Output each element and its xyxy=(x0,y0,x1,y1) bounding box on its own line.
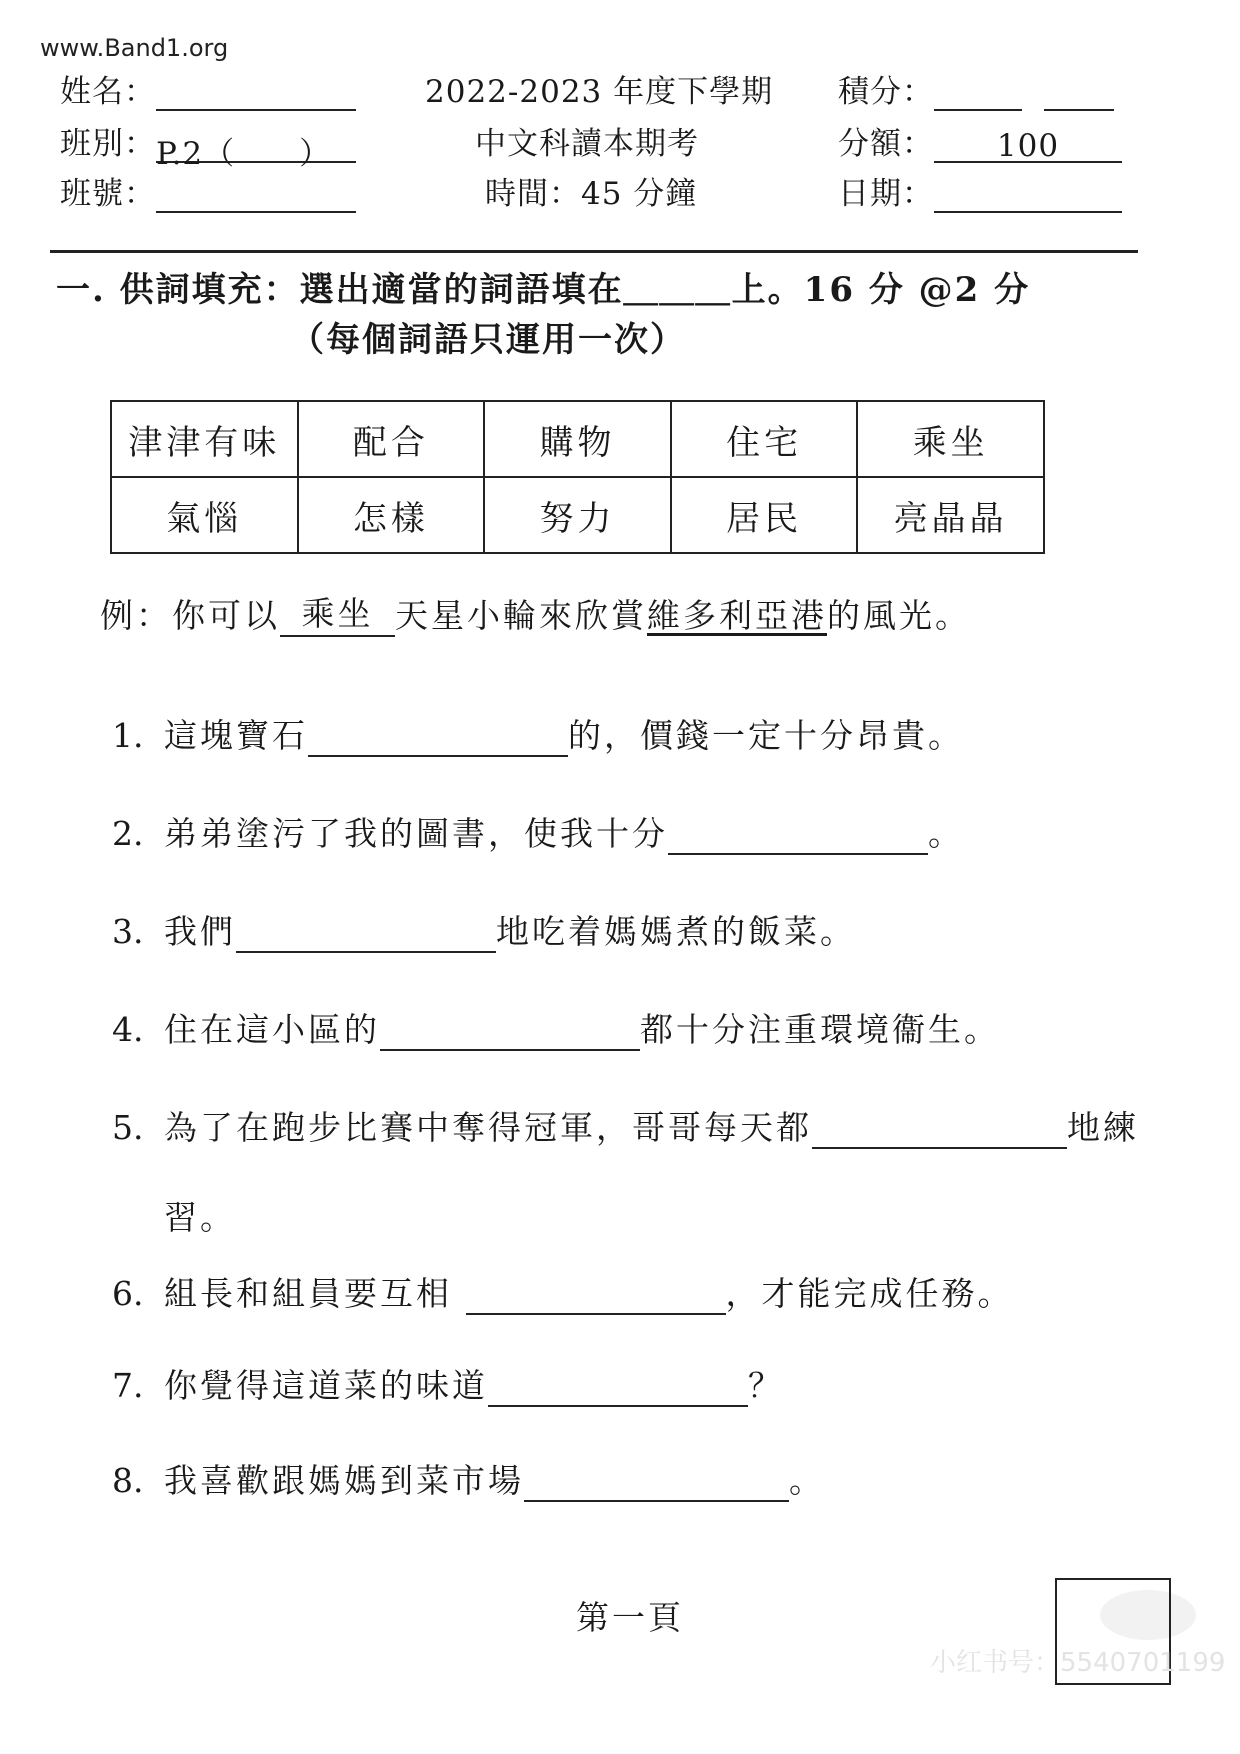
question-text-before: 弟弟塗污了我的圖書，使我十分 xyxy=(164,814,668,853)
score-field xyxy=(838,66,1114,111)
question-number: 2. xyxy=(112,814,144,853)
site-watermark: www.Band1.org xyxy=(40,34,229,62)
question-6 xyxy=(112,1268,1014,1315)
question-text-after: ？ xyxy=(748,1366,784,1405)
word-bank-cell: 住宅 xyxy=(671,401,858,477)
question-text-after: 。 xyxy=(928,814,964,853)
word-bank-cell: 怎樣 xyxy=(298,477,485,553)
question-text-after: 。 xyxy=(789,1461,825,1500)
question-text-before: 我喜歡跟媽媽到菜市場 xyxy=(164,1461,524,1500)
answer-blank[interactable] xyxy=(466,1278,726,1315)
score-label: 積分： xyxy=(838,74,934,110)
score-blank-2[interactable] xyxy=(1044,76,1114,111)
answer-blank[interactable] xyxy=(380,1014,640,1051)
answer-blank[interactable] xyxy=(668,818,928,855)
question-number: 8. xyxy=(112,1461,144,1500)
app-watermark-id: 小红书号：5540701199 xyxy=(930,1648,1226,1678)
answer-blank[interactable] xyxy=(236,916,496,953)
question-number: 1. xyxy=(112,716,144,755)
question-3 xyxy=(112,906,856,953)
question-8 xyxy=(112,1455,825,1502)
example-sentence xyxy=(100,588,971,637)
question-text-before: 為了在跑步比賽中奪得冠軍，哥哥每天都 xyxy=(164,1108,812,1147)
example-prefix: 例：你可以 xyxy=(100,596,280,635)
example-mid: 天星小輪來欣賞 xyxy=(395,596,647,635)
question-text-before: 組長和組員要互相 xyxy=(164,1274,466,1313)
term-title: 2022-2023 年度下學期 xyxy=(425,74,774,110)
example-place: 維多利亞港 xyxy=(647,596,827,635)
exam-time: 時間：45 分鐘 xyxy=(485,176,698,212)
score-blank-1[interactable] xyxy=(934,76,1022,111)
question-text-after: 地吃着媽媽煮的飯菜。 xyxy=(496,912,856,951)
section-title: 一. 供詞填充：選出適當的詞語填在＿＿＿上。16 分 @2 分 xyxy=(56,270,1031,310)
word-bank-cell: 乘坐 xyxy=(857,401,1044,477)
question-text-after: 都十分注重環境衞生。 xyxy=(640,1010,1000,1049)
answer-blank[interactable] xyxy=(488,1370,748,1407)
word-bank-cell: 津津有味 xyxy=(111,401,298,477)
classno-field xyxy=(60,168,356,213)
word-bank-cell: 居民 xyxy=(671,477,858,553)
full-marks-value: 100 xyxy=(934,128,1122,163)
date-field xyxy=(838,168,1122,213)
question-text-after: 的，價錢一定十分昂貴。 xyxy=(568,716,964,755)
question-text-before: 你覺得這道菜的味道 xyxy=(164,1366,488,1405)
word-bank-cell: 購物 xyxy=(484,401,671,477)
word-bank-cell: 配合 xyxy=(298,401,485,477)
question-number: 7. xyxy=(112,1366,144,1405)
full-marks-field xyxy=(838,118,1122,163)
class-value[interactable]: P.2（ ） xyxy=(156,128,356,163)
question-number: 6. xyxy=(112,1274,144,1313)
name-blank[interactable] xyxy=(156,76,356,111)
header-divider xyxy=(50,250,1138,253)
question-text-before: 這塊寶石 xyxy=(164,716,308,755)
name-label: 姓名： xyxy=(60,74,156,110)
question-text-after: 地練 xyxy=(1067,1108,1139,1147)
question-5-continued: 習。 xyxy=(164,1198,236,1237)
question-text-before: 住在這小區的 xyxy=(164,1010,380,1049)
question-text-after: ，才能完成任務。 xyxy=(725,1274,1014,1313)
full-marks-label: 分額： xyxy=(838,126,934,162)
date-label: 日期： xyxy=(838,176,934,212)
question-7 xyxy=(112,1360,784,1407)
page-number: 第一頁 xyxy=(576,1598,684,1637)
example-answer: 乘坐 xyxy=(280,588,395,637)
classno-label: 班號： xyxy=(60,176,156,212)
exam-title: 中文科讀本期考 xyxy=(475,126,699,162)
answer-blank[interactable] xyxy=(524,1465,789,1502)
question-5 xyxy=(112,1102,1139,1149)
word-bank-cell: 亮晶晶 xyxy=(857,477,1044,553)
class-label: 班別： xyxy=(60,126,156,162)
question-number: 5. xyxy=(112,1108,144,1147)
question-number: 3. xyxy=(112,912,144,951)
answer-blank[interactable] xyxy=(308,720,568,757)
question-1 xyxy=(112,710,964,757)
word-bank-cell: 努力 xyxy=(484,477,671,553)
question-2 xyxy=(112,808,964,855)
class-field xyxy=(60,118,356,173)
example-suffix: 的風光。 xyxy=(827,596,971,635)
word-bank-cell: 氣惱 xyxy=(111,477,298,553)
word-bank-row xyxy=(111,401,1044,477)
name-field xyxy=(60,66,356,111)
date-blank[interactable] xyxy=(934,178,1122,213)
question-text-before: 我們 xyxy=(164,912,236,951)
section-note: （每個詞語只運用一次） xyxy=(290,320,686,360)
question-number: 4. xyxy=(112,1010,144,1049)
classno-blank[interactable] xyxy=(156,178,356,213)
word-bank-row xyxy=(111,477,1044,553)
word-bank-table xyxy=(110,400,1045,554)
answer-blank[interactable] xyxy=(812,1112,1067,1149)
question-4 xyxy=(112,1004,1000,1051)
